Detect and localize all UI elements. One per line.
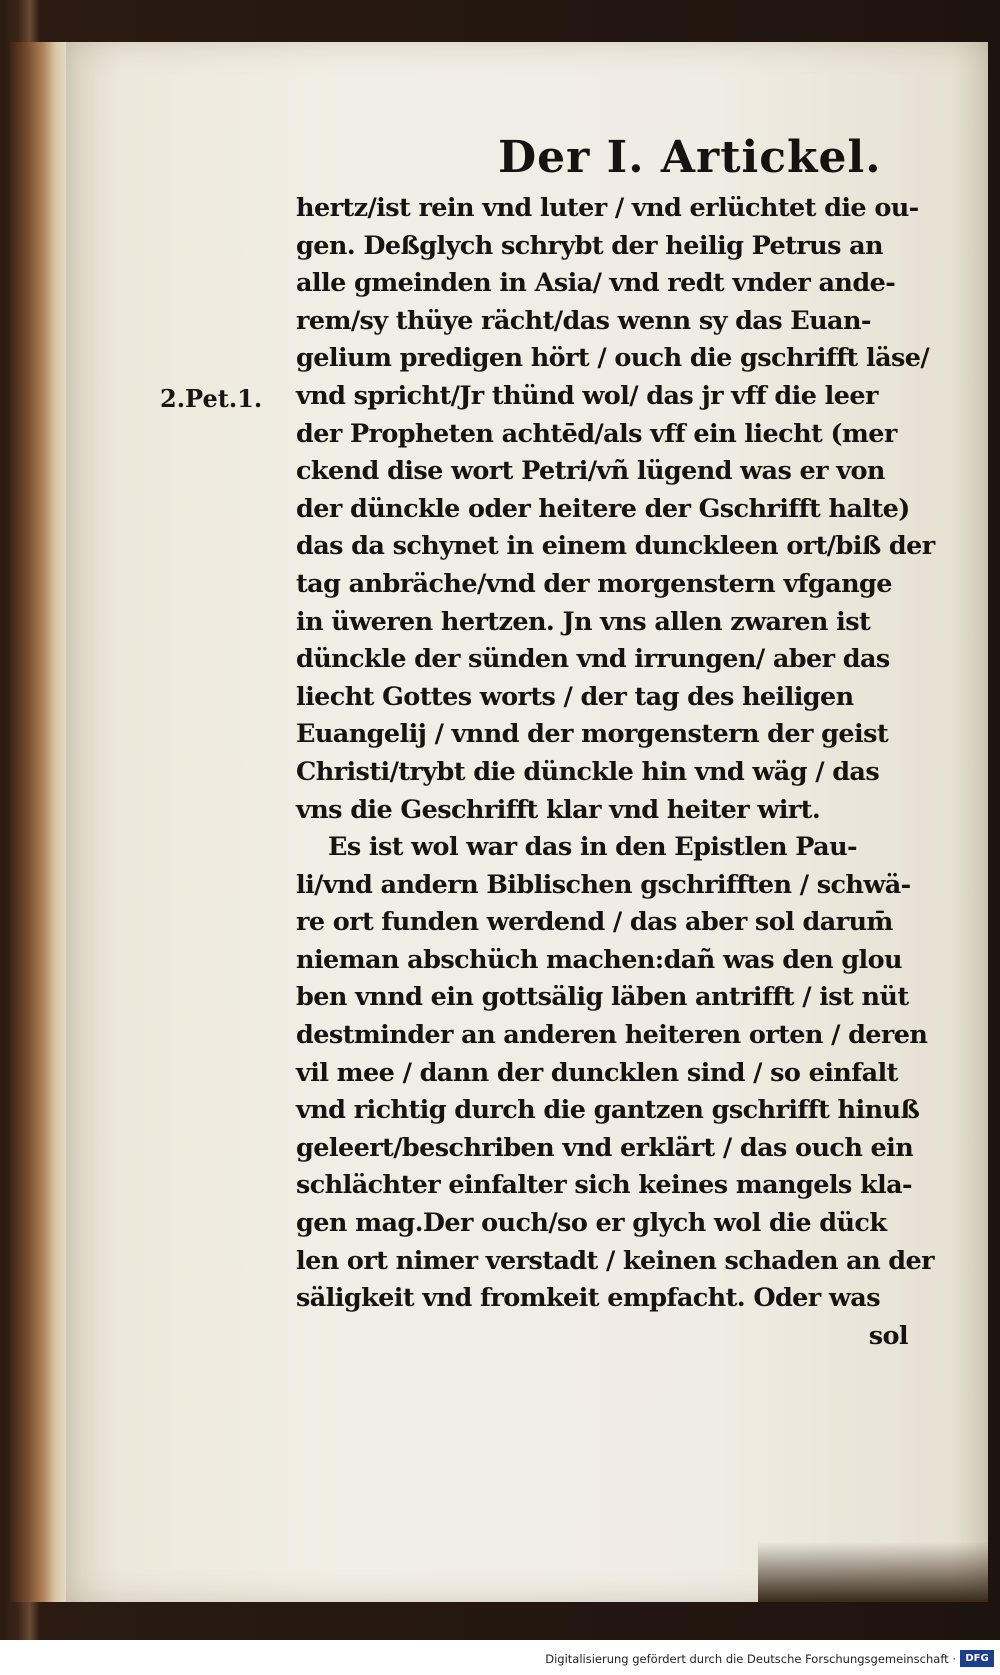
text-line: gen. Deßglych schrybt der heilig Petrus an [296, 230, 883, 261]
text-line: ckend dise wort Petri/vñ lügend was er von [296, 456, 885, 487]
text-line: ben vnnd ein gottsälig läben antrifft / ist nüt [296, 982, 909, 1013]
text-line: Es ist wol war das in den Epistlen Pau- [328, 832, 857, 863]
text-line: vns die Geschrifft klar vnd heiter wirt. [296, 794, 821, 825]
text-line: gen mag.Der ouch/so er glych wol die dück [296, 1208, 887, 1239]
text-line: in üweren hertzen. Jn vns allen zwaren ist [296, 606, 871, 637]
text-line: li/vnd andern Biblischen gschrifften / schwä- [296, 869, 911, 900]
running-head: Der I. Artickel. [498, 132, 882, 183]
text-line: nieman abschüch machen:dañ was den glou [296, 944, 902, 975]
text-line: das da schynet in einem dunckleen ort/biß der [296, 531, 935, 562]
text-line: vnd richtig durch die gantzen gschrifft hinuß [296, 1095, 920, 1126]
text-line: re ort funden werdend / das aber sol darum̄ [296, 907, 893, 938]
text-line: liecht Gottes worts / der tag des heiligen [296, 681, 854, 712]
page-shadow-corner [758, 1542, 988, 1602]
text-line: schlächter einfalter sich keines mangels kla- [296, 1170, 913, 1201]
marginal-note: 2.Pet.1. [160, 384, 263, 413]
text-line: gelium predigen hört / ouch die gschrifft läse/ [296, 343, 930, 374]
text-line: geleert/beschriben vnd erklärt / das ouch ein [296, 1132, 914, 1163]
text-block [296, 190, 956, 1355]
text-line: tag anbräche/vnd der morgenstern vfgange [296, 568, 892, 599]
book-page-edges [10, 42, 70, 1602]
text-line: alle gmeinden in Asia/ vnd redt vnder ande- [296, 268, 896, 299]
text-line: dünckle der sünden vnd irrungen/ aber das [296, 644, 890, 675]
text-line: rem/sy thüye rächt/das wenn sy das Euan- [296, 305, 871, 336]
text-line: säligkeit vnd fromkeit empfacht. Oder was [296, 1283, 880, 1314]
text-line: destminder an anderen heiteren orten / deren [296, 1020, 928, 1051]
text-line: hertz/ist rein vnd luter / vnd erlüchtet die ou- [296, 193, 919, 223]
text-line: vil mee / dann der duncklen sind / so einfalt [296, 1057, 898, 1088]
text-line: len ort nimer verstadt / keinen schaden an der [296, 1245, 934, 1276]
dfg-logo: DFG [960, 1650, 994, 1667]
text-line: Christi/trybt die dünckle hin vnd wäg / das [296, 756, 880, 787]
text-line: vnd spricht/Jr thünd wol/ das jr vff die leer [296, 380, 878, 411]
dfg-credit-text: Digitalisierung gefördert durch die Deutsche Forschungsgemeinschaft · [545, 1652, 956, 1666]
text-line: Euangelij / vnnd der morgenstern der geist [296, 719, 889, 750]
text-line: der Propheten achtēd/als vff ein liecht (mer [296, 418, 897, 449]
text-line: der dünckle oder heitere der Gschrifft halte) [296, 493, 910, 524]
catchword: sol [868, 1320, 908, 1351]
